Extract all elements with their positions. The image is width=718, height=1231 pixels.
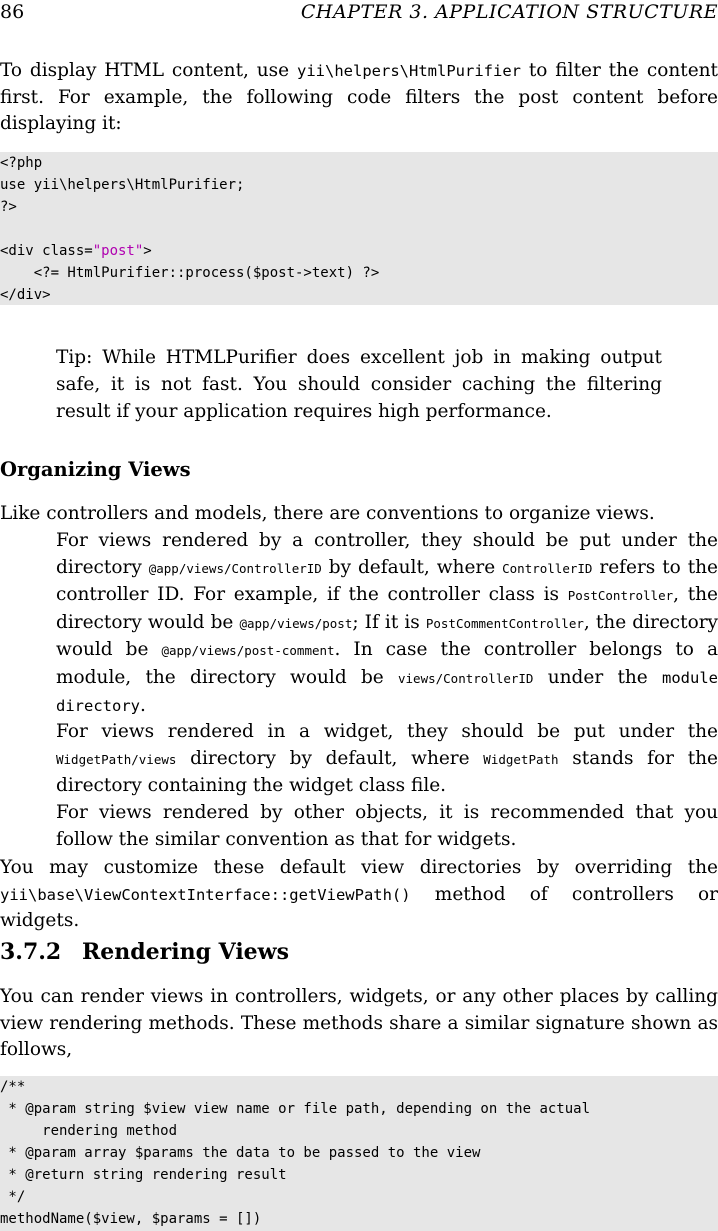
organizing-lead: Like controllers and models, there are conventions to organize views.: [0, 503, 655, 524]
tip-note: Tip: While HTMLPurifier does excellent job in making output safe, it is not fast. You should consider caching the filtering result if your application requires high performance.: [56, 347, 662, 422]
list-item: For views rendered by other objects, it is recommended that you follow the similar convention as that for widgets.: [56, 801, 718, 850]
list-item: For views rendered in a widget, they should be put under the WidgetPath/views directory by default, where WidgetPath stands for the directory containing the widget class file.: [56, 721, 718, 797]
chapter-title: CHAPTER 3. APPLICATION STRUCTURE: [300, 1, 718, 23]
list-item: For views rendered by a controller, they should be put under the directory @app/views/ControllerID by default, where ControllerID refers to the controller ID. For example, if the controller class is PostController, the directory would be @app/views/post; If it is PostCommentController, the directory would be @app/views/post-comment. In case the controller belongs to a module, the directory would be views/ControllerID under the module directory.: [56, 530, 718, 716]
intro-paragraph: To display HTML content, use yii\helpers\HtmlPurifier to filter the content first. For example, the following code filters the post content before displaying it:: [0, 60, 718, 134]
page-header: [0, 0, 718, 24]
section-heading: [0, 938, 289, 966]
conventions-list: [56, 528, 718, 853]
inline-code: yii\helpers\HtmlPurifier: [297, 62, 521, 80]
page-number: 86: [0, 1, 25, 23]
subsection-heading: Organizing Views: [0, 458, 191, 481]
code-block-html-purifier: <?php use yii\helpers\HtmlPurifier; ?> <div class="post"> <?= HtmlPurifier::process($post->text) ?> </div>: [0, 152, 718, 305]
section-title: Rendering Views: [82, 939, 290, 965]
code-block-method-signature: /** * @param string $view view name or file path, depending on the actual rendering method * @param array $params the data to be passed to the view * @return string rendering result */ methodName($view, $params = []): [0, 1076, 718, 1231]
section-intro: You can render views in controllers, widgets, or any other places by calling view rendering methods. These methods share a similar signature shown as follows,: [0, 986, 718, 1060]
section-number: 3.7.2: [0, 939, 62, 965]
customize-paragraph: You may customize these default view directories by overriding the yii\base\ViewContextInterface::getViewPath() method of controllers or widgets.: [0, 857, 718, 931]
